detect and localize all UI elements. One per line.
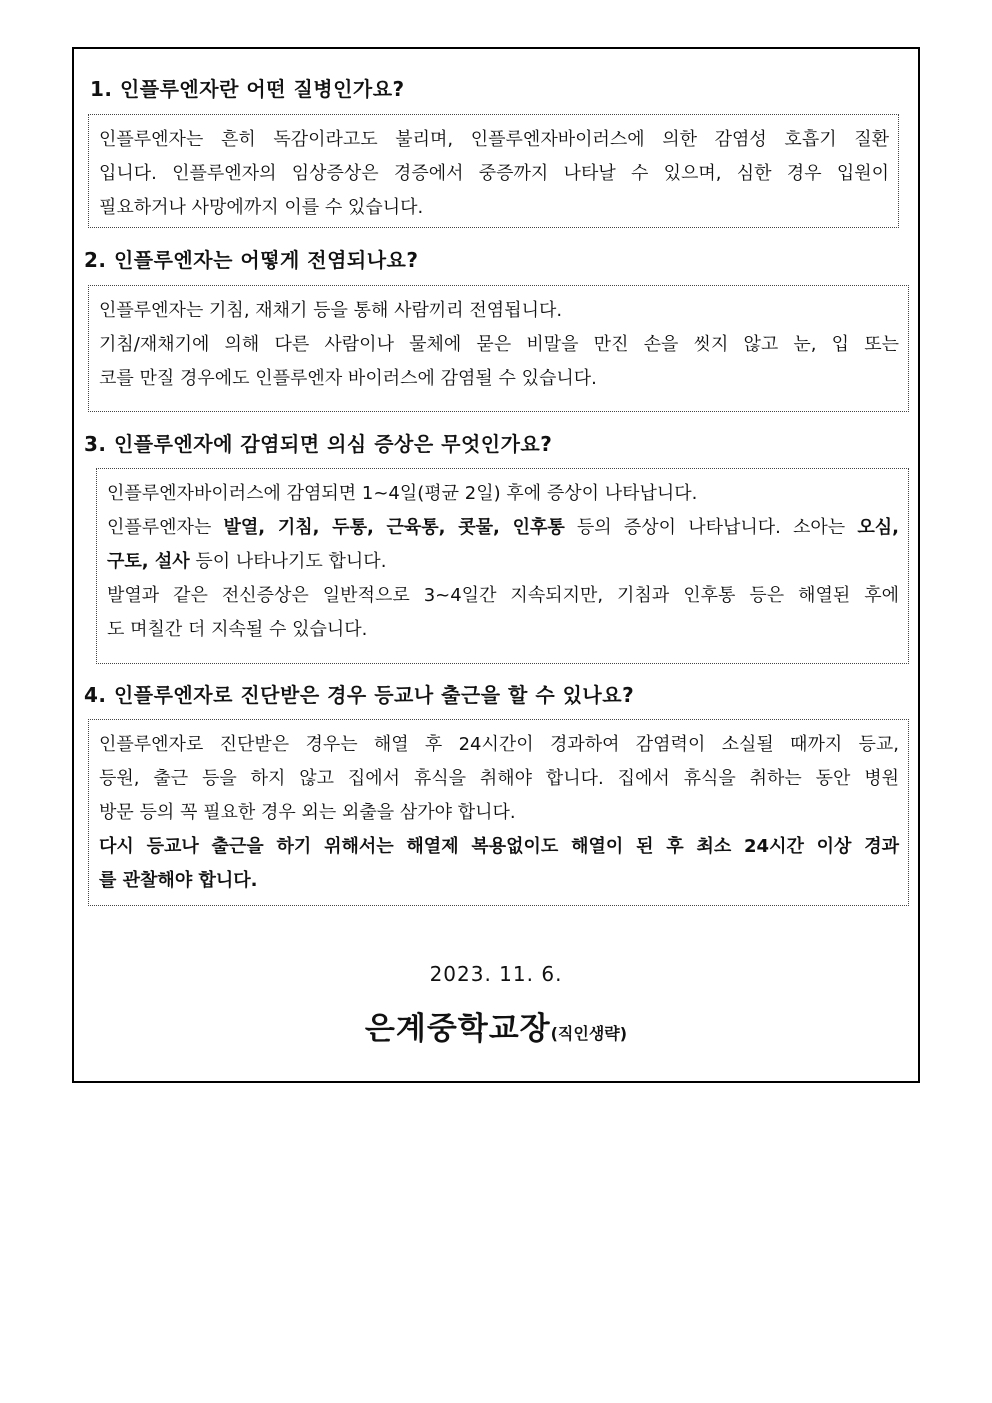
answer-3-line-4: 발열과 같은 전신증상은 일반적으로 3~4일간 지속되지만, 기침과 인후통 등은 해열된 후에 — [107, 585, 899, 606]
seal-omitted-note: (직인생략) — [550, 1024, 628, 1043]
answer-1-line-2: 입니다. 인플루엔자의 임상증상은 경증에서 중증까지 나타날 수 있으며, 심한 경우 입원이 — [99, 163, 889, 184]
child-symptoms-2: 구토, 설사 — [107, 551, 190, 572]
adult-symptoms: 발열, 기침, 두통, 근육통, 콧물, 인후통 — [223, 517, 565, 538]
answer-3-box — [96, 468, 909, 664]
answer-3-line-5: 도 며칠간 더 지속될 수 있습니다. — [107, 619, 368, 640]
answer-1-box — [88, 114, 899, 228]
answer-3-line-2-prefix: 인플루엔자는 — [107, 517, 224, 538]
answer-3-line-3 — [107, 545, 899, 579]
answer-2-box — [88, 285, 909, 412]
signature-line — [0, 1003, 992, 1048]
question-3-title: 3. 인플루엔자에 감염되면 의심 증상은 무엇인가요? — [84, 432, 553, 456]
answer-2-line-2: 기침/재채기에 의해 다른 사람이나 물체에 묻은 비말을 만진 손을 씻지 않고 눈, 입 또는 — [99, 334, 899, 355]
answer-4-line-2: 등원, 출근 등을 하지 않고 집에서 휴식을 취해야 합니다. 집에서 휴식을 취하는 동안 병원 — [99, 768, 899, 789]
issue-date: 2023. 11. 6. — [429, 962, 563, 986]
question-4-title: 4. 인플루엔자로 진단받은 경우 등교나 출근을 할 수 있나요? — [84, 683, 635, 707]
answer-2-line-3: 코를 만질 경우에도 인플루엔자 바이러스에 감염될 수 있습니다. — [99, 368, 597, 389]
principal-title: 은계중학교장 — [364, 1011, 551, 1047]
answer-1-line-3: 필요하거나 사망에까지 이를 수 있습니다. — [99, 197, 424, 218]
question-1-title: 1. 인플루엔자란 어떤 질병인가요? — [90, 77, 405, 101]
answer-3-line-2-middle: 등의 증상이 나타납니다. 소아는 — [564, 517, 858, 538]
answer-4-line-3: 방문 등의 꼭 필요한 경우 외는 외출을 삼가야 합니다. — [99, 802, 516, 823]
question-2-title: 2. 인플루엔자는 어떻게 전염되나요? — [84, 248, 419, 272]
answer-4-box — [88, 719, 909, 906]
answer-4-bold-line-2: 를 관찰해야 합니다. — [99, 870, 258, 891]
answer-3-line-1: 인플루엔자바이러스에 감염되면 1~4일(평균 2일) 후에 증상이 나타납니다. — [107, 483, 698, 504]
answer-3-line-2 — [107, 511, 899, 545]
answer-1-line-1: 인플루엔자는 흔히 독감이라고도 불리며, 인플루엔자바이러스에 의한 감염성 호흡기 질환 — [99, 129, 889, 150]
answer-4-bold-line-1: 다시 등교나 출근을 하기 위해서는 해열제 복용없이도 해열이 된 후 최소 24시간 이상 경과 — [99, 836, 899, 857]
answer-3-line-3-suffix: 등이 나타나기도 합니다. — [189, 551, 387, 572]
answer-4-line-1: 인플루엔자로 진단받은 경우는 해열 후 24시간이 경과하여 감염력이 소실될 때까지 등교, — [99, 734, 899, 755]
answer-2-line-1: 인플루엔자는 기침, 재채기 등을 통해 사람끼리 전염됩니다. — [99, 300, 563, 321]
child-symptom-1: 오심, — [857, 517, 899, 538]
